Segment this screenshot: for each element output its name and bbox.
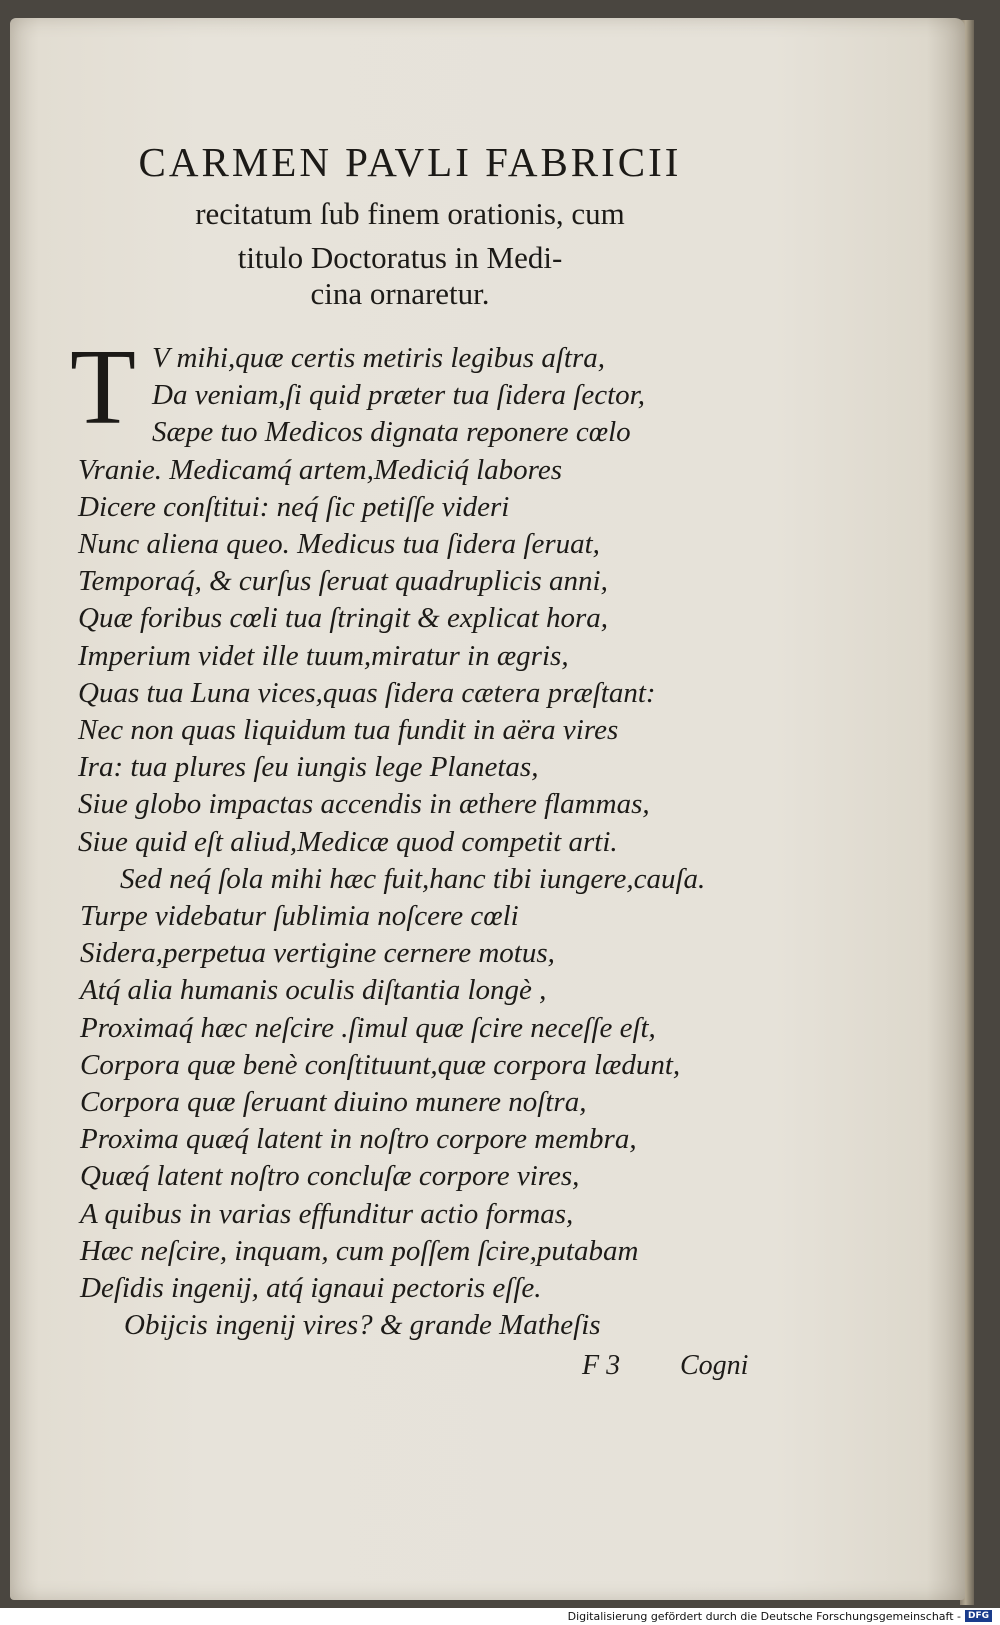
verse-line: Siue globo impactas accendis in æthere flammas, [78, 788, 650, 821]
verse-line: Nec non quas liquidum tua fundit in aëra vires [78, 714, 619, 746]
verse-line: Sæpe tuo Medicos dignata reponere cœlo [152, 416, 631, 449]
heading-subtitle-line-3: cina ornaretur. [310, 276, 490, 311]
verse-line: Dicere conſtitui: neq́ ſic petiſſe videri [78, 490, 510, 523]
verse-line: Proximaq́ hæc neſcire .ſimul quæ ſcire neceſſe eſt, [80, 1011, 656, 1044]
verse-line: Quas tua Luna vices,quas ſidera cætera præſtant: [78, 676, 656, 709]
verse-line: Deſidis ingenij, atq́ ignaui pectoris eſſe. [80, 1272, 542, 1304]
heading-subtitle-line-1: recitatum ſub finem orationis, cum [195, 196, 625, 231]
verse-line: Siue quid eſt aliud,Medicæ quod competit arti. [78, 825, 618, 858]
digitization-footer [568, 1609, 992, 1623]
heading-title: CARMEN PAVLI FABRICII [138, 139, 682, 185]
heading-subtitle-line-2: titulo Doctoratus in Medi- [237, 240, 563, 275]
verse-line: Da veniam,ſi quid præter tua ſidera ſector, [152, 379, 645, 412]
verse-line: Corpora quæ ſeruant diuino munere noſtra, [80, 1086, 587, 1118]
verse-line: Quæ foribus cœli tua ſtringit & explicat hora, [78, 602, 609, 635]
verse-line: Nunc aliena queo. Medicus tua ſidera ſeruat, [78, 528, 600, 560]
catchword: Cogni [680, 1350, 749, 1381]
verse-line: Proxima quæq́ latent in noſtro corpore membra, [80, 1123, 637, 1156]
verse-line: Turpe videbatur ſublimia noſcere cœli [80, 900, 519, 932]
verse-line: Obijcis ingenij vires? & grande Matheſis [124, 1309, 601, 1342]
verse-line: Imperium videt ille tuum,miratur in ægris, [78, 639, 569, 672]
verse-line: Vranie. Medicamq́ artem,Mediciq́ labores [78, 453, 563, 486]
verse-line: Sed neq́ ſola mihi hæc fuit,hanc tibi iungere,cauſa. [120, 862, 706, 895]
dfg-logo: DFG [965, 1610, 992, 1622]
verse-line: V mihi,quæ certis metiris legibus aſtra, [152, 342, 605, 374]
verse-line: Ira: tua plures ſeu iungis lege Planetas, [78, 751, 539, 784]
signature-mark: F 3 [582, 1350, 621, 1381]
verse-line: Sidera,perpetua vertigine cernere motus, [80, 937, 555, 970]
drop-cap: T [70, 328, 136, 447]
verse-line: Hæc neſcire, inquam, cum poſſem ſcire,putabam [80, 1234, 639, 1267]
verse-line: Atq́ alia humanis oculis diſtantia longè , [80, 974, 547, 1007]
verse-line: Corpora quæ benè conſtituunt,quæ corpora lædunt, [80, 1048, 681, 1081]
footer-text: Digitalisierung gefördert durch die Deutsche Forschungsgemeinschaft - [567, 1609, 961, 1623]
verse-line: Temporaq́, & curſus ſeruat quadruplicis anni, [78, 565, 608, 598]
verse-line: A quibus in varias effunditur actio formas, [80, 1197, 574, 1230]
verse-line: Quæq́ latent noſtro concluſæ corpore vires, [80, 1160, 580, 1193]
